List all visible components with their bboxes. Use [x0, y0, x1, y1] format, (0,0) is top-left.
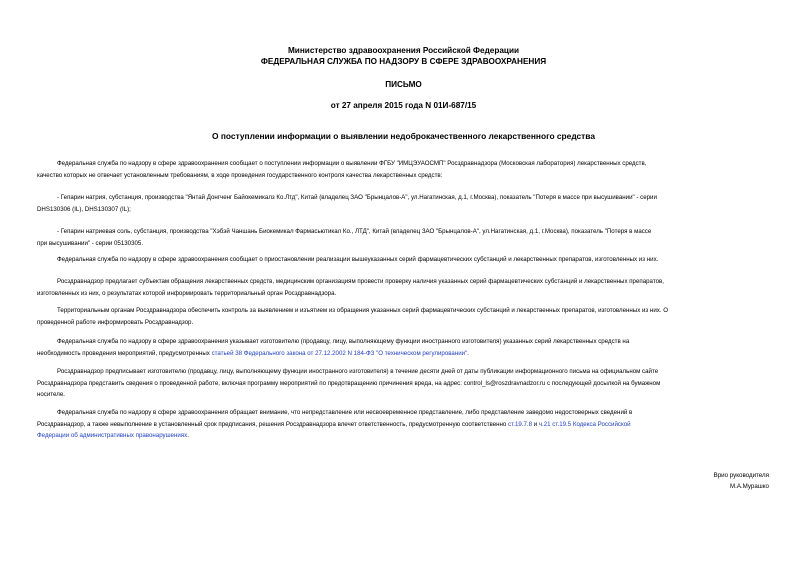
text-fragment: и — [532, 420, 539, 428]
paragraph-line: DHS130306 (IL), DHS130307 (IL); — [37, 205, 131, 213]
paragraph-7 — [37, 336, 770, 359]
paragraph-3 — [37, 226, 770, 249]
paragraph-line: качество которых не отвечает установленным требованиям, в ходе проведения государственного контроля качества лекарственных средств: — [37, 171, 443, 179]
paragraph-line: - Гепарин натрия, субстанция, производства "Янтай Донгченг Байокемикалз Ко.Лтд", Китай (владелец ЗАО "Брынцалов-А", ул.Нагатинская, д.1, г.Москва), показатель "Потеря в массе при высушивании" - серии — [57, 194, 657, 201]
paragraph-line: Федеральная служба по надзору в сфере здравоохранения обращает внимание, что непредставление или несвоевременное представление, либо представление заведомо недостоверных сведений в — [57, 409, 633, 416]
paragraph-line: Территориальным органам Росздравнадзора обеспечить контроль за выявлением и изъятием из обращения указанных серий фармацевтических субстанций и лекарственных препаратов, изготовленных из них. О — [57, 307, 669, 314]
paragraph-9 — [37, 407, 770, 442]
text-fragment: Росздравнадзор, а также невыполнение в установленный срок предписания, решения Росздравнадзора влечет ответственность, предусмотренную соответственно — [37, 420, 509, 428]
ministry-name: Министерство здравоохранения Российской Федерации — [287, 46, 520, 55]
text-fragment: необходимость проведения мероприятий, предусмотренных — [37, 349, 212, 357]
paragraph-line: Федеральная служба по надзору в сфере здравоохранения сообщает о приостановлении реализации вышеуказанных серий фармацевтических субстанций и лекарственных препаратов, изготовленных из них. — [57, 256, 659, 263]
law-link-19-7-8[interactable]: ст.19.7.8 — [508, 420, 533, 428]
paragraph-line: Федеральная служба по надзору в сфере здравоохранения сообщает о поступлении информации о выявлении ФГБУ "ИМЦЭУАОСМП" Росздравнадзора (Московская лаборатория) лекарственных средств, — [57, 160, 647, 167]
document-date-number: от 27 апреля 2015 года N 01И-687/15 — [330, 101, 477, 110]
law-link-19-5-koap[interactable]: ч.21 ст.19.5 Кодекса Российской — [538, 420, 631, 428]
paragraph-line: изготовленных из них, о результатах которой информировать территориальный орган Росздравнадзора. — [37, 289, 337, 297]
paragraph-6 — [37, 305, 770, 328]
service-name: ФЕДЕРАЛЬНАЯ СЛУЖБА ПО НАДЗОРУ В СФЕРЕ ЗДРАВООХРАНЕНИЯ — [260, 57, 547, 66]
document-type: ПИСЬМО — [385, 80, 422, 89]
paragraph-line: при высушивании" - серии 05130305. — [37, 239, 144, 247]
paragraph-line — [37, 430, 770, 442]
paragraph-4 — [37, 254, 770, 266]
paragraph-line: Федеральная служба по надзору в сфере здравоохранения указывает изготовителю (продавцу, лицу, выполняющему функции иностранного изготовителя) указанных серий лекарственных средств на — [57, 338, 630, 345]
paragraph-1 — [37, 158, 770, 181]
paragraph-line: - Гепарин натриевая соль, субстанция, производства "Хэбэй Чаншань Биокемикал Фармасьютикал Ко., ЛТД", Китай (владелец ЗАО "Брынцалов-А", ул.Нагатинская, д.1, г.Москва), показатель "Потеря в массе — [57, 228, 652, 235]
paragraph-5 — [37, 276, 770, 299]
paragraph-line: Росздравнадзор предлагает субъектам обращения лекарственных средств, медицинским организациям провести проверку наличия указанных серий фармацевтических субстанций и лекарственных препаратов, — [57, 278, 664, 285]
paragraph-8 — [37, 366, 770, 401]
paragraph-line — [37, 348, 770, 360]
signature-position: Врио руководителя — [713, 472, 769, 479]
signature-name: М.А.Мурашко — [729, 483, 769, 490]
paragraph-line: Росздравнадзора представить сведения о проведенной работе, включая программу мероприятий по предотвращению причинения вреда, на адрес: control_ls@roszdravnadzor.ru с последующей досылкой на бумажном — [37, 379, 661, 387]
law-link-koap-continued[interactable]: Федерации об административных правонарушениях — [37, 432, 188, 439]
paragraph-line: проведенной работе информировать Росздравнадзор. — [37, 318, 194, 326]
law-link-art38-184fz[interactable]: статьей 38 Федерального закона от 27.12.2002 N 184-ФЗ "О техническом регулировании" — [211, 349, 468, 357]
document-subject: О поступлении информации о выявлении недоброкачественного лекарственного средства — [212, 131, 595, 141]
paragraph-line: Росздравнадзор предписывает изготовителю (продавцу, лицу, выполняющему функции иностранного изготовителя) в течение десяти дней от даты публикации информационного письма на официальном сайте — [57, 368, 659, 375]
paragraph-line: носителе. — [37, 391, 65, 398]
paragraph-line — [37, 419, 770, 431]
paragraph-2 — [37, 192, 770, 215]
text-fragment: . — [187, 432, 189, 439]
text-fragment: . — [467, 349, 469, 357]
